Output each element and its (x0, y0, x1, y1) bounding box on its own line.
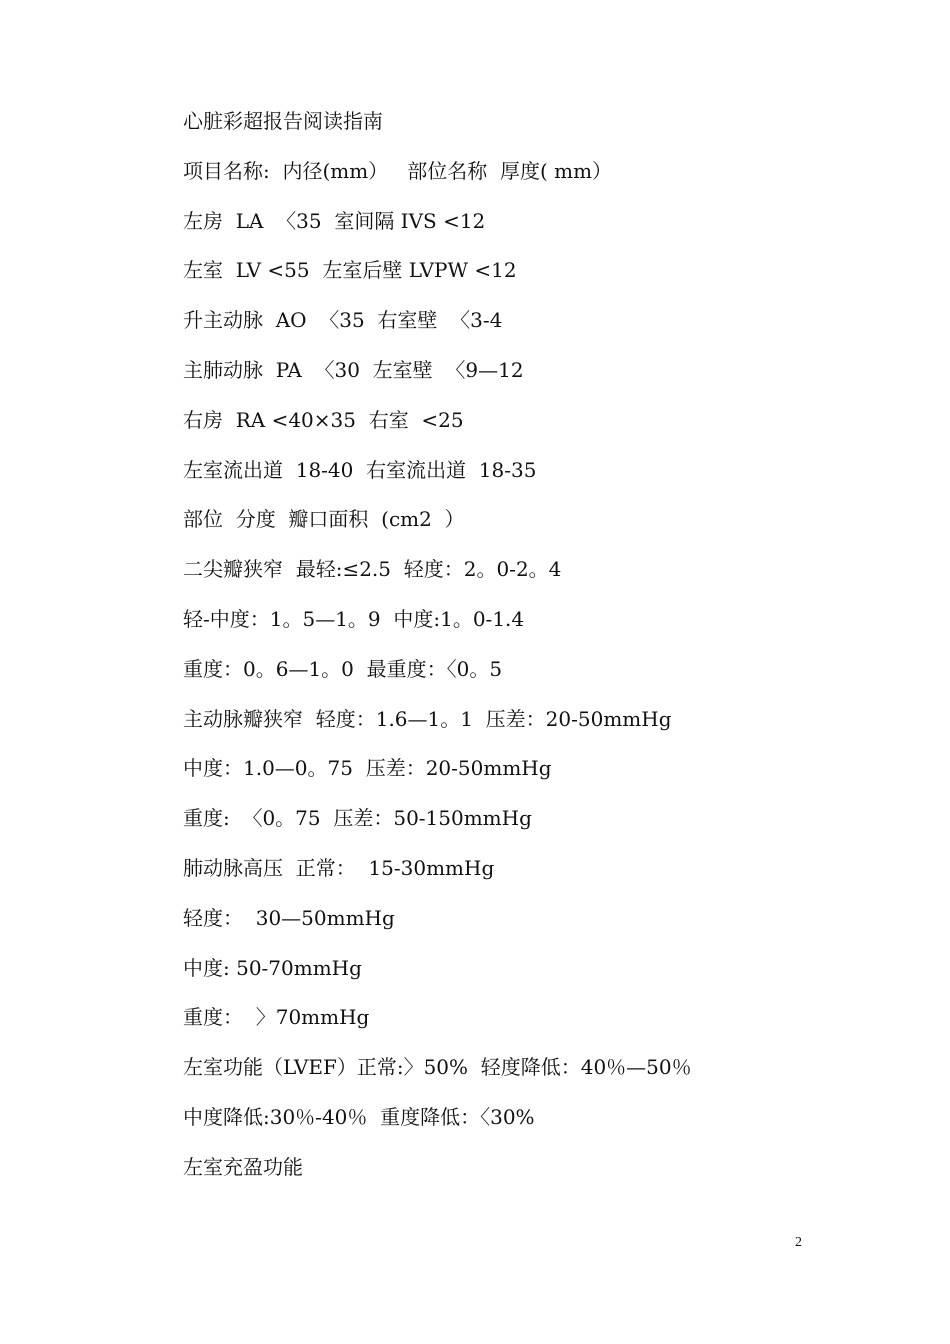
text-line: 左室 LV <55 左室后壁 LVPW <12 (183, 258, 517, 283)
text-line: 左室充盈功能 (183, 1154, 303, 1179)
text-line: 左房 LA 〈35 室间隔 IVS <12 (183, 208, 486, 233)
text-line: 左室功能（LVEF）正常:〉50% 轻度降低：40％—50％ (183, 1055, 692, 1080)
text-line: 中度: 50-70mmHg (183, 955, 362, 980)
text-line: 主动脉瓣狭窄 轻度：1.6—1。1 压差：20-50mmHg (183, 706, 672, 731)
text-line: 肺动脉高压 正常： 15-30mmHg (183, 855, 495, 880)
document-body (183, 106, 883, 1202)
text-line: 右房 RA <40×35 右室 <25 (183, 407, 464, 432)
text-line: 项目名称: 内径(mm） 部位名称 厚度( mm） (183, 158, 613, 183)
text-line: 主肺动脉 PA 〈30 左室壁 〈9—12 (183, 357, 524, 382)
text-line: 轻度： 30—50mmHg (183, 905, 395, 930)
text-line: 中度：1.0—0。75 压差：20-50mmHg (183, 756, 552, 781)
text-line: 左室流出道 18-40 右室流出道 18-35 (183, 457, 537, 482)
text-line: 重度：0。6—1。0 最重度：〈0。5 (183, 656, 503, 681)
text-line: 二尖瓣狭窄 最轻:≤2.5 轻度：2。0-2。4 (183, 557, 562, 582)
text-line: 中度降低:30％-40％ 重度降低：〈30% (183, 1104, 535, 1129)
text-line: 轻-中度：1。5—1。9 中度:1。0-1.4 (183, 606, 525, 631)
document-title: 心脏彩超报告阅读指南 (183, 109, 383, 133)
page-number: 2 (795, 1235, 802, 1250)
text-line: 升主动脉 AO 〈35 右室壁 〈3-4 (183, 308, 503, 333)
text-line: 重度： 〉70mmHg (183, 1005, 370, 1030)
text-line: 部位 分度 瓣口面积 (cm2 ） (183, 507, 465, 532)
text-line: 重度: 〈0。75 压差：50-150mmHg (183, 806, 532, 831)
